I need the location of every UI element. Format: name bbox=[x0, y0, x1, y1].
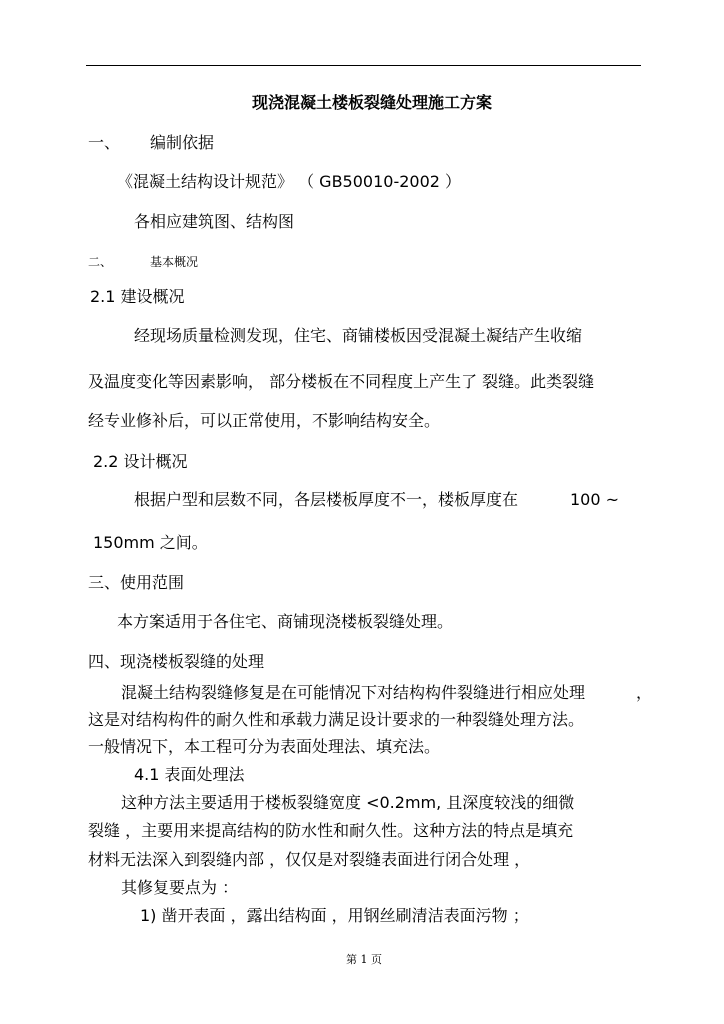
page-title: 现浇混凝土楼板裂缝处理施工方案 bbox=[252, 93, 493, 112]
paragraph-line: 本方案适用于各住宅、商铺现浇楼板裂缝处理。 bbox=[117, 612, 454, 631]
section-2-number: 二、 bbox=[88, 255, 113, 269]
reference-line-2: 各相应建筑图、结构图 bbox=[134, 212, 295, 231]
paragraph-line: 这种方法主要适用于楼板裂缝宽度 <0.2mm, 且深度较浅的细微 bbox=[121, 793, 575, 812]
paragraph-line: 一般情况下，本工程可分为表面处理法、填充法。 bbox=[88, 737, 441, 756]
subsection-4-1-heading: 4.1 表面处理法 bbox=[134, 765, 245, 784]
paragraph-line-end: ， bbox=[636, 683, 653, 702]
paragraph-line: 其修复要点为 ： bbox=[121, 878, 239, 897]
paragraph-line: 根据户型和层数不同，各层楼板厚度不一，楼板厚度在 bbox=[134, 490, 519, 509]
section-1-heading: 编制依据 bbox=[150, 133, 215, 152]
subsection-2-2-heading: 2.2 设计概况 bbox=[93, 452, 188, 471]
paragraph-line: 这是对结构构件的耐久性和承载力满足设计要求的一种裂缝处理方法。 bbox=[88, 710, 585, 729]
page-number: 第 1 页 bbox=[346, 953, 382, 966]
paragraph-line: 及温度变化等因素影响， 部分楼板在不同程度上产生了 裂缝。此类裂缝 bbox=[88, 372, 595, 391]
reference-line-1: 《混凝土结构设计规范》 （ GB50010-2002 ） bbox=[117, 172, 462, 191]
subsection-2-1-heading: 2.1 建设概况 bbox=[90, 287, 185, 306]
section-2-heading: 基本概况 bbox=[150, 255, 199, 269]
section-3-heading: 三、使用范围 bbox=[88, 573, 185, 592]
paragraph-line: 经现场质量检测发现，住宅、商铺楼板因受混凝土凝结产生收缩 bbox=[134, 326, 583, 345]
section-1-number: 一、 bbox=[88, 133, 121, 152]
paragraph-line: 混凝土结构裂缝修复是在可能情况下对结构构件裂缝进行相应处理 bbox=[121, 683, 586, 702]
paragraph-line: 经专业修补后，可以正常使用，不影响结构安全。 bbox=[88, 411, 441, 430]
paragraph-line-end: 100 ~ bbox=[570, 490, 620, 509]
section-4-heading: 四、现浇楼板裂缝的处理 bbox=[88, 652, 265, 671]
paragraph-line: 150mm 之间。 bbox=[93, 533, 208, 552]
list-item: 1) 凿开表面 ，露出结构面 ，用钢丝刷清洁表面污物 ； bbox=[140, 906, 529, 925]
paragraph-line: 材料无法深入到裂缝内部 ，仅仅是对裂缝表面进行闭合处理 ， bbox=[88, 850, 531, 869]
paragraph-line: 裂缝 ，主要用来提高结构的防水性和耐久性。这种方法的特点是填充 bbox=[88, 821, 574, 840]
header-rule bbox=[86, 65, 641, 66]
